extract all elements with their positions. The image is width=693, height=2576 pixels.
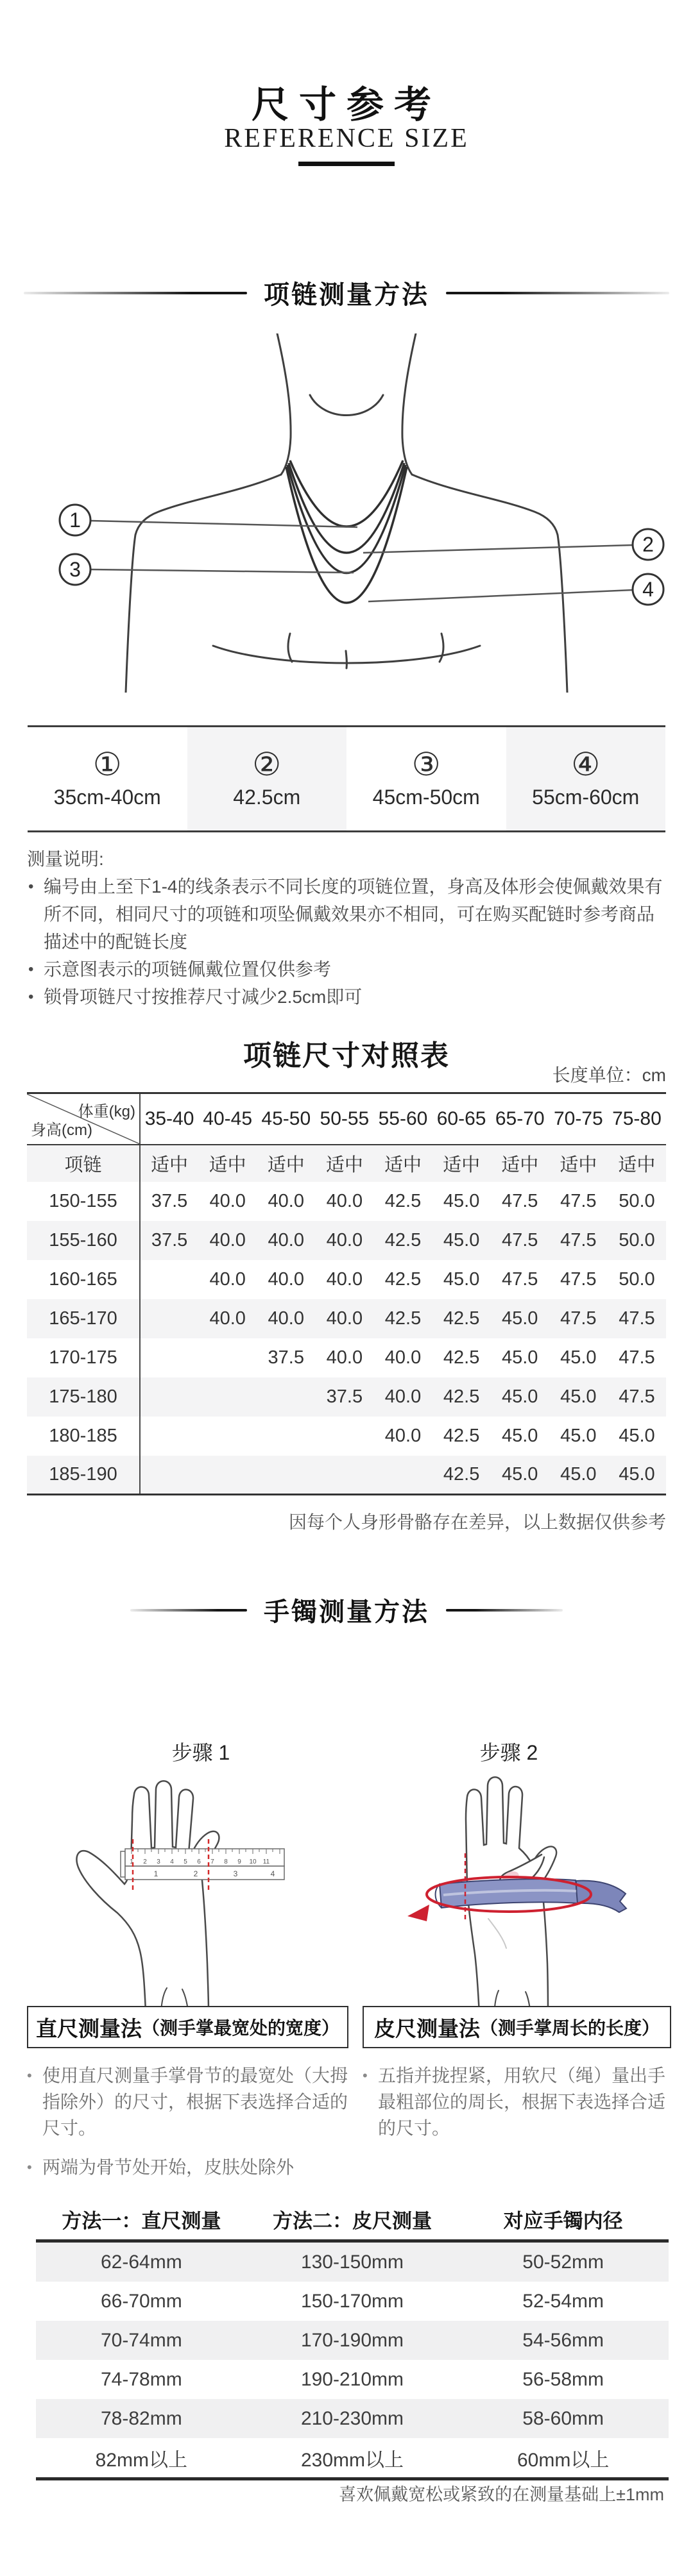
table-cell: 47.5 [501,1229,538,1250]
table-cell: 42.5 [384,1308,422,1329]
step-1-label: 步骤 1 [171,1741,230,1764]
table-row [27,1299,666,1338]
table-cell: 45.0 [560,1463,597,1485]
table-cell: 50.0 [619,1268,655,1290]
table-cell [198,1456,257,1495]
necklace-curve-4 [286,467,407,603]
length-column-range: 42.5cm [233,786,301,809]
length-column-number: ③ [411,746,441,782]
svg-text:1: 1 [130,1858,133,1865]
table-cell: 47.5 [560,1229,597,1250]
table-cell: 160-165 [27,1260,140,1299]
ruler-method-bullets [27,2062,350,2180]
table-cell: 130-150mm [300,2251,404,2273]
table-cell: 47.5 [560,1308,597,1329]
table-cell: 190-210mm [300,2368,404,2390]
tape-method-box [363,2006,671,2048]
table-cell: 45.0 [501,1347,538,1368]
table-cell [315,1456,373,1495]
hand-outline [76,1781,219,2012]
table-cell: 45.0 [619,1463,655,1485]
table-cell: 45.0 [443,1190,480,1211]
badge-4: 4 [642,578,654,602]
bullet-list [27,2062,350,2180]
table-cell: 52-54mm [522,2290,604,2312]
table-cell: 50-52mm [522,2251,604,2273]
weight-column-header: 70-75 [549,1093,608,1145]
table-cell: 40.0 [209,1190,246,1211]
table-cell: 170-190mm [300,2329,404,2351]
svg-text:10: 10 [249,1858,257,1865]
badge-1: 1 [69,509,81,532]
svg-text:2: 2 [143,1858,147,1865]
table-cell: 40.0 [326,1308,363,1329]
ruler-method-box [27,2006,348,2048]
unit-label: 长度单位：cm [552,1065,666,1085]
fit-cell: 适中 [618,1154,656,1175]
badge-3: 3 [69,558,81,582]
table-cell: 56-58mm [522,2368,604,2390]
number-badges [60,505,663,605]
table-cell [198,1417,257,1456]
table-cell: 47.5 [560,1190,597,1211]
table-cell: 37.5 [326,1386,363,1407]
size-chart-title: 项链尺寸对照表 [243,1040,450,1072]
table-row [36,2399,669,2438]
table-cell: 40.0 [268,1190,304,1211]
ruler-method-title: 直尺测量法 [35,2016,142,2041]
table-cell: 54-56mm [522,2329,604,2351]
length-column-range: 55cm-60cm [532,786,640,809]
table-cell: 50.0 [619,1190,655,1211]
fit-cell: 适中 [325,1154,363,1175]
table-cell: 150-155 [27,1182,140,1221]
table-cell: 47.5 [619,1347,655,1368]
bullet-item: • 使用直尺测量手掌骨节的最宽处（大拇指除外）的尺寸，根据下表选择合适的尺寸。 [27,2062,350,2141]
svg-text:3: 3 [157,1858,160,1865]
tape-method-bullets [363,2062,669,2141]
table-cell: 42.5 [443,1308,480,1329]
table-cell [257,1417,315,1456]
bracelet-section-title: 手镯测量方法 [264,1597,429,1626]
step-2-label: 步骤 2 [479,1741,538,1764]
table-cell: 58-60mm [522,2407,604,2429]
table-cell: 230mm以上 [300,2449,404,2471]
table-cell: 50.0 [619,1229,655,1250]
weight-column-header: 60-65 [432,1093,491,1145]
bullet-item: • 五指并拢捏紧，用软尺（绳）量出手最粗部位的周长，根据下表选择合适的尺寸。 [363,2062,669,2141]
table-cell: 45.0 [501,1386,538,1407]
table-cell: 47.5 [619,1386,655,1407]
ruler-measure-hand-illustration [35,1758,324,2012]
table-cell [140,1338,198,1377]
length-column-number: ④ [571,746,601,782]
table-cell: 45.0 [501,1425,538,1446]
table-cell: 42.5 [443,1463,480,1485]
size-chart-footnote: 因每个人身形骨骼存在差异，以上数据仅供参考 [288,1512,666,1532]
tape-method-note: （测手掌周长的长度） [479,2018,660,2038]
table-row [27,1221,666,1260]
table-row [36,2282,669,2321]
fit-row [27,1145,666,1182]
badge-2: 2 [642,533,654,557]
fit-cell: 适中 [560,1154,597,1175]
necklace-curve-1 [290,460,403,526]
table-cell: 45.0 [443,1268,480,1290]
table-cell: 47.5 [501,1268,538,1290]
table-cell: 150-170mm [300,2290,404,2312]
fit-cell: 适中 [151,1154,189,1175]
table-cell: 66-70mm [100,2290,182,2312]
table-cell: 70-74mm [100,2329,182,2351]
table-cell: 47.5 [560,1268,597,1290]
table-cell: 170-175 [27,1338,140,1377]
necklace-section-header [0,274,693,311]
weight-column-header: 50-55 [315,1093,373,1145]
weight-column-header: 35-40 [140,1093,198,1145]
table-cell: 42.5 [443,1386,480,1407]
table-cell: 82mm以上 [95,2449,187,2471]
table-cell: 40.0 [209,1268,246,1290]
length-column-number: ② [252,746,282,782]
table-cell: 40.0 [384,1425,422,1446]
table-cell: 40.0 [384,1386,422,1407]
tape-measure-hand-illustration [363,1758,658,2015]
length-column [346,727,506,830]
bracelet-column-header: 方法一：直尺测量 [36,2198,247,2241]
fit-cell: 适中 [501,1154,539,1175]
fit-cell: 项链 [27,1145,140,1182]
table-cell: 40.0 [326,1229,363,1250]
note-item: • 示意图表示的项链佩戴位置仅供参考 [27,955,670,983]
fit-cell: 适中 [443,1154,481,1175]
size-table-body [27,1182,666,1495]
table-cell: 40.0 [326,1190,363,1211]
bracelet-column-header: 方法二：皮尺测量 [247,2198,458,2241]
weight-column-header: 45-50 [257,1093,315,1145]
table-cell: 45.0 [560,1347,597,1368]
measurement-notes [27,845,670,1011]
svg-text:8: 8 [224,1858,228,1865]
table-cell: 210-230mm [300,2407,404,2429]
table-cell: 155-160 [27,1221,140,1260]
table-cell: 175-180 [27,1377,140,1417]
table-cell: 40.0 [326,1268,363,1290]
page-subtitle: REFERENCE SIZE [224,124,469,153]
length-column [28,727,187,830]
tape-method-title: 皮尺测量法 [373,2016,480,2041]
table-cell: 185-190 [27,1456,140,1495]
weight-column-header: 75-80 [608,1093,666,1145]
necklace-length-strip [28,725,665,832]
necklace-curve-3 [287,465,406,573]
ruler-icon [121,1849,284,1880]
notes-list [27,873,670,1011]
table-cell: 42.5 [384,1190,422,1211]
bullet-list [363,2062,669,2141]
table-cell: 40.0 [209,1229,246,1250]
note-item: • 锁骨项链尺寸按推荐尺寸减少2.5cm即可 [27,983,670,1011]
table-cell: 42.5 [443,1347,480,1368]
table-row [27,1338,666,1377]
svg-text:4: 4 [270,1869,275,1878]
table-cell [257,1456,315,1495]
bracelet-table-body [36,2241,669,2479]
ruler-method-note: （测手掌最宽处的宽度） [141,2018,339,2038]
corner-weight-label: 体重(kg) [78,1103,135,1120]
table-cell [257,1377,315,1417]
table-cell: 165-170 [27,1299,140,1338]
length-column [506,727,666,830]
svg-text:3: 3 [233,1869,238,1878]
svg-text:5: 5 [184,1858,187,1865]
table-cell [140,1377,198,1417]
table-cell: 47.5 [501,1190,538,1211]
table-cell [140,1417,198,1456]
title-underline-bar [298,162,395,166]
table-cell [140,1299,198,1338]
table-row [27,1417,666,1456]
bracelet-section-header [0,1592,693,1628]
table-cell: 60mm以上 [517,2449,610,2471]
bracelet-column-header: 对应手镯内径 [458,2198,669,2241]
header-line-right [446,1609,563,1612]
table-cell: 40.0 [384,1347,422,1368]
fit-cell: 适中 [384,1154,422,1175]
table-cell: 37.5 [268,1347,304,1368]
fit-cell: 适中 [267,1154,305,1175]
table-cell: 40.0 [268,1229,304,1250]
header-line-left [24,292,247,294]
table-cell [140,1260,198,1299]
bracelet-size-table [36,2198,669,2480]
necklace-section-title: 项链测量方法 [264,280,429,309]
table-row [36,2360,669,2399]
table-cell: 45.0 [619,1425,655,1446]
table-cell: 40.0 [268,1268,304,1290]
table-cell: 40.0 [209,1308,246,1329]
table-cell: 40.0 [268,1308,304,1329]
table-row [36,2438,669,2479]
table-row [36,2321,669,2360]
necklace-curves [286,460,407,603]
table-cell: 45.0 [501,1463,538,1485]
table-cell: 45.0 [560,1425,597,1446]
table-cell [315,1417,373,1456]
table-cell: 42.5 [443,1425,480,1446]
weight-column-header: 55-60 [373,1093,432,1145]
table-row [27,1260,666,1299]
svg-text:6: 6 [197,1858,201,1865]
table-cell: 45.0 [560,1386,597,1407]
table-row [27,1182,666,1221]
bullet-item: • 两端为骨节处开始，皮肤处除外 [27,2154,350,2180]
table-row [36,2241,669,2282]
table-cell: 180-185 [27,1417,140,1456]
svg-text:11: 11 [262,1858,270,1865]
bracelet-table-footnote: 喜欢佩戴宽松或紧致的在测量基础上±1mm [339,2485,664,2504]
table-row [27,1377,666,1417]
table-cell [198,1377,257,1417]
table-cell: 78-82mm [100,2407,182,2429]
svg-text:1: 1 [153,1869,158,1878]
table-cell: 45.0 [501,1308,538,1329]
notes-title: 测量说明: [27,849,104,869]
corner-height-label: 身高(cm) [31,1121,92,1139]
fit-cell: 适中 [209,1154,246,1175]
svg-text:4: 4 [170,1858,174,1865]
weight-column-header: 65-70 [491,1093,549,1145]
table-row [27,1456,666,1495]
leader-lines [90,521,633,602]
table-cell: 42.5 [384,1268,422,1290]
length-column [187,727,347,830]
svg-text:7: 7 [210,1858,214,1865]
page-title: 尺寸参考 [251,84,441,126]
table-cell [198,1338,257,1377]
measuring-tape-icon [436,1879,626,1912]
table-cell: 62-64mm [100,2251,182,2273]
weight-column-header: 40-45 [198,1093,257,1145]
table-cell: 37.5 [151,1190,188,1211]
header-line-left [130,1609,247,1612]
body-outline [126,333,567,693]
table-cell: 40.0 [326,1347,363,1368]
table-cell: 42.5 [384,1229,422,1250]
svg-text:2: 2 [193,1869,198,1878]
bracelet-header-row [36,2198,669,2241]
necklace-position-diagram [0,333,693,693]
svg-text:9: 9 [237,1858,241,1865]
table-cell: 37.5 [151,1229,188,1250]
length-column-range: 45cm-50cm [372,786,480,809]
note-item: • 编号由上至下1-4的线条表示不同长度的项链位置，身高及体形会使佩戴效果有所不同，相同尺寸的项链和项坠佩戴效果亦不相同，可在购买配链时参考商品描述中的配链长度 [27,873,670,955]
table-cell: 47.5 [619,1308,655,1329]
corner-header-cell [27,1093,140,1145]
header-line-right [446,292,669,294]
table-cell: 45.0 [443,1229,480,1250]
table-cell: 74-78mm [100,2368,182,2390]
length-column-number: ① [92,746,122,782]
table-cell [140,1456,198,1495]
length-column-range: 35cm-40cm [53,786,161,809]
table-cell [373,1456,432,1495]
necklace-size-table [27,1092,666,1495]
weight-header-row [27,1093,666,1145]
